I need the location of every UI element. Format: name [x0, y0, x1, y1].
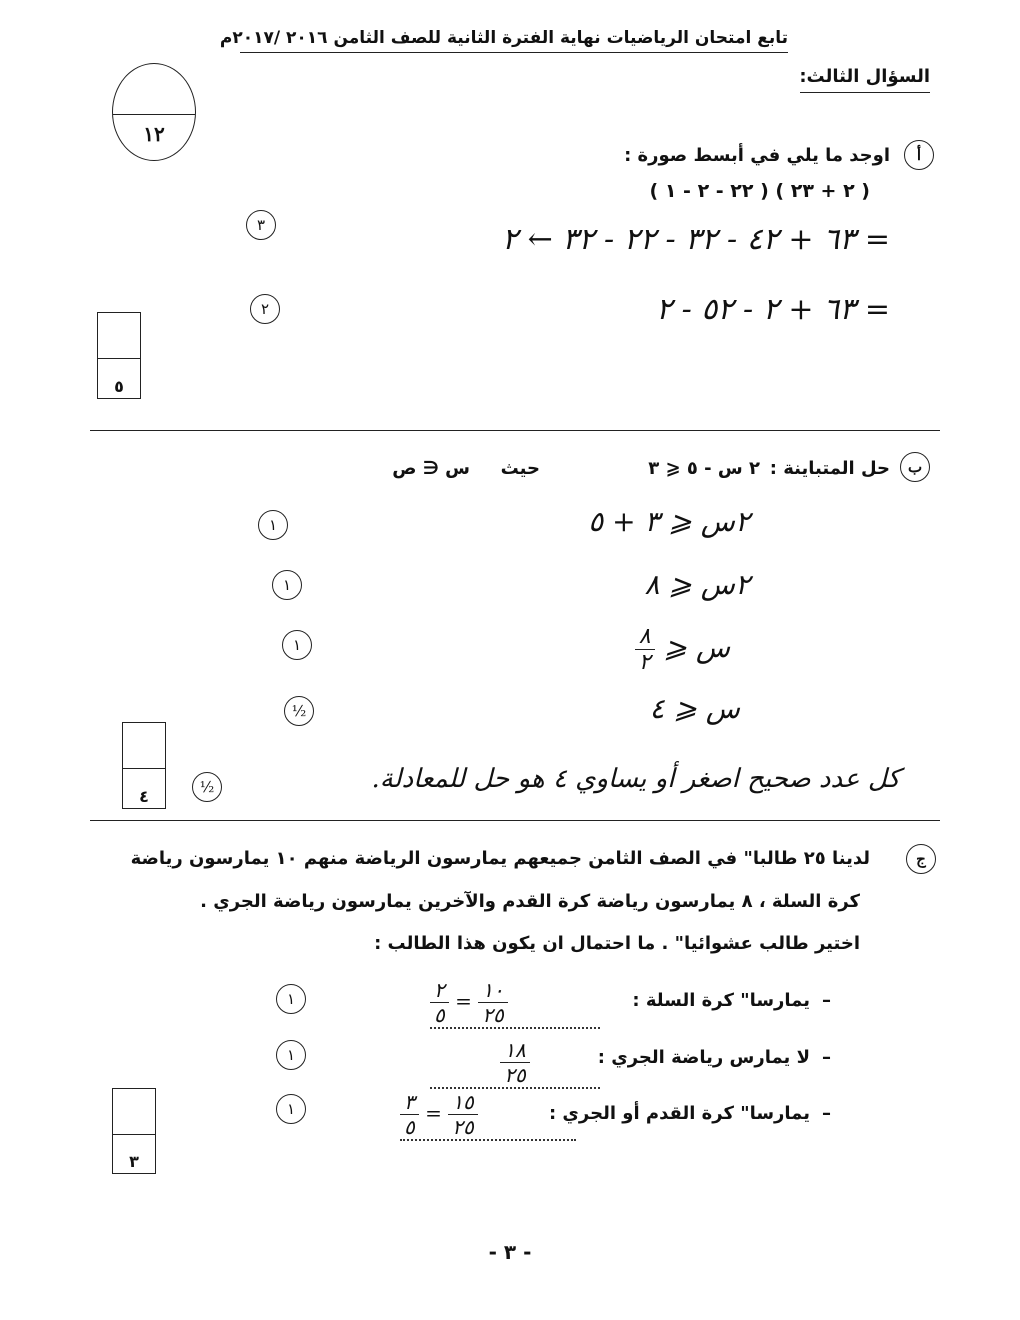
part-c-item-3-num1: ١٥: [448, 1090, 477, 1115]
part-b-step-4: س ⩽ ٤: [649, 692, 740, 725]
part-b-step-3-text: س ⩽: [663, 631, 730, 664]
part-c-mark-1: ١: [276, 984, 306, 1014]
part-c-dash-1: –: [822, 990, 831, 1011]
part-b-prompt: حل المتباينة :: [769, 458, 890, 479]
part-c-line-2: كرة السلة ، ٨ يمارسون رياضة كرة القدم والآخرين يمارسون رياضة الجري .: [200, 891, 860, 912]
question-title: السؤال الثالث:: [799, 66, 930, 87]
part-c-item-3-equals: =: [425, 1101, 449, 1125]
part-a-score-box: [97, 312, 141, 399]
part-c-item-3-fraction-1: [448, 1090, 477, 1139]
part-c-item-2-answer: [430, 1038, 600, 1089]
part-c-score: ٣: [129, 1152, 139, 1171]
part-c-item-1-equals: =: [455, 989, 479, 1013]
part-c-item-1-num2: ٢: [430, 978, 449, 1003]
part-c-item-2-fraction: [500, 1038, 529, 1087]
part-b-label: ب: [900, 452, 930, 482]
part-c-item-1-fraction-2: [430, 978, 449, 1027]
page-number: - ٣ -: [488, 1240, 532, 1264]
part-b-score: ٤: [139, 787, 149, 806]
part-a-work-line-2: = ٦٣ + ٢ - ٥٢ - ٢: [655, 292, 890, 327]
part-c-mark-3: ١: [276, 1094, 306, 1124]
part-b-mark-3: ١: [282, 630, 312, 660]
part-c-item-3-text: يمارسا" كرة القدم أو الجري :: [548, 1103, 810, 1124]
part-a-work-line-1: = ٦٣ + ٤٢ - ٣٢ - ٢٢ - ٣٢ ← ٢: [501, 222, 890, 257]
part-c-dash-3: –: [822, 1103, 831, 1124]
part-c-item-1-answer: [430, 978, 600, 1029]
part-b-mark-1: ١: [258, 510, 288, 540]
part-a-mark-2: ٢: [250, 294, 280, 324]
part-a-expression: ( ٢ + ٢٣ ) ( ٢٢ - ٢ - ١ ): [649, 180, 870, 202]
section-divider-2: [90, 820, 940, 821]
part-a-score: ٥: [114, 377, 124, 396]
part-c-item-3-num2: ٣: [400, 1090, 419, 1115]
part-c-item-3-den2: ٥: [404, 1115, 415, 1139]
part-b-step-1: ٢س ⩽ ٣ + ٥: [588, 505, 750, 538]
part-b-mark-4: ½: [284, 696, 314, 726]
part-b-step-3: [580, 624, 730, 675]
part-c-item-2-text: لا يمارس رياضة الجري :: [597, 1047, 810, 1068]
part-c-item-1-text: يمارسا" كرة السلة :: [632, 990, 810, 1011]
part-c-item-1-den1: ٢٥: [482, 1003, 504, 1027]
page-header: تابع امتحان الرياضيات نهاية الفترة الثانية للصف الثامن ٢٠١٦ /٢٠١٧م: [219, 28, 788, 48]
part-b-fraction: [635, 624, 655, 675]
part-c-item-3-answer: [400, 1090, 576, 1141]
part-c-item-3-fraction-2: [400, 1090, 419, 1139]
part-b-score-box: [122, 722, 166, 809]
part-c-score-box: [112, 1088, 156, 1174]
part-a-label: أ: [904, 140, 934, 170]
part-c-mark-2: ١: [276, 1040, 306, 1070]
part-b-condition: س ∈ ص: [392, 458, 470, 479]
section-divider-1: [90, 430, 940, 431]
part-c-item-2-den1: ٢٥: [504, 1063, 526, 1087]
part-c-item-1-den2: ٥: [434, 1003, 445, 1027]
part-c-line-3: اختير طالب عشوائيا" . ما احتمال ان يكون هذا الطالب :: [374, 933, 860, 954]
total-score-oval: [112, 63, 196, 161]
part-b-mark-2: ١: [272, 570, 302, 600]
part-a-prompt: اوجد ما يلي في أبسط صورة :: [624, 145, 890, 166]
part-c-dash-2: –: [822, 1047, 831, 1068]
total-score: ١٢: [143, 122, 165, 146]
part-c-label: ج: [906, 844, 936, 874]
question-title-underline: [800, 92, 930, 93]
part-b-conclusion-mark: ½: [192, 772, 222, 802]
part-b-fraction-numerator: ٨: [635, 624, 655, 650]
part-c-item-2-num1: ١٨: [500, 1038, 529, 1063]
part-c-item-3-den1: ٢٥: [452, 1115, 474, 1139]
part-a-mark-1: ٣: [246, 210, 276, 240]
part-b-conclusion: كل عدد صحيح اصغر أو يساوي ٤ هو حل للمعادلة.: [371, 764, 900, 794]
part-b-condition-word: حيث: [500, 458, 540, 479]
part-c-item-1-num1: ١٠: [478, 978, 507, 1003]
part-c-item-1-fraction-1: [478, 978, 507, 1027]
part-b-step-2: ٢س ⩽ ٨: [644, 568, 750, 601]
part-c-line-1: لدينا ٢٥ طالبا" في الصف الثامن جميعهم يمارسون الرياضة منهم ١٠ يمارسون رياضة: [130, 848, 870, 869]
header-underline: [240, 52, 788, 53]
part-b-fraction-denominator: ٢: [638, 650, 651, 675]
part-b-inequality: ٢ س - ٥ ⩽ ٣: [648, 458, 760, 479]
